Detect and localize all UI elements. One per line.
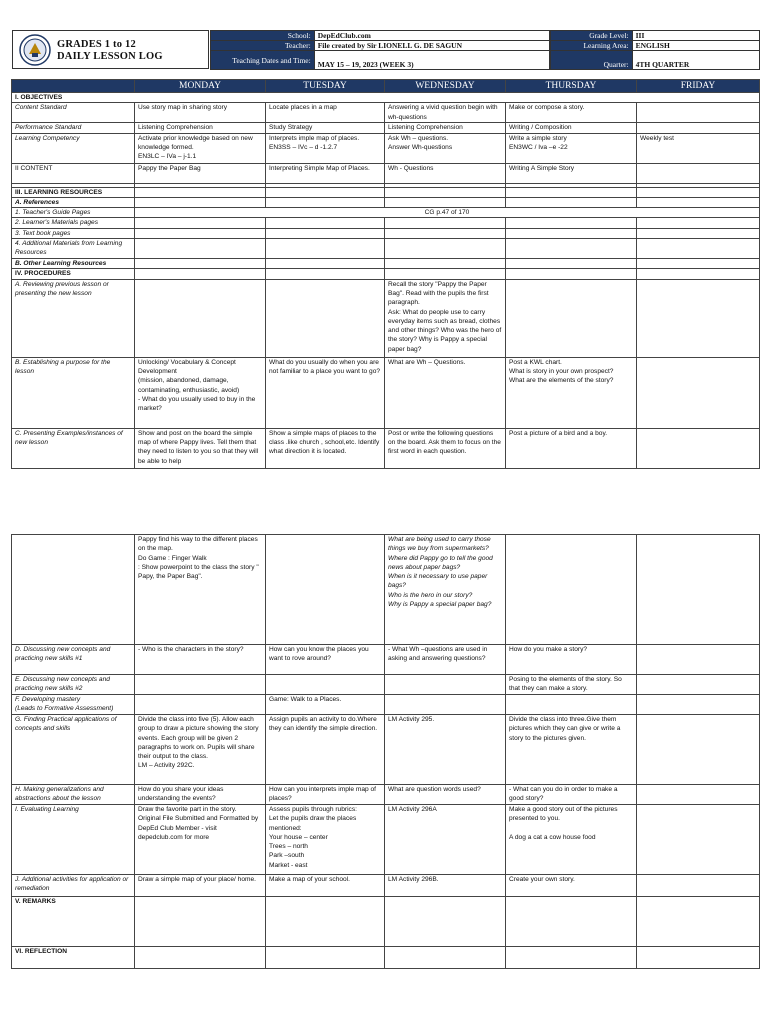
table-row — [12, 535, 760, 645]
table-row — [12, 228, 760, 238]
cell-mon: Draw the favorite part in the story. Original File Submitted and Formatted by DepEd Club Member - visit depedclub.com for more — [135, 805, 266, 875]
row-label: I. Evaluating Learning — [12, 805, 135, 875]
cell-mon: Activate prior knowledge based on new knowledge formed. EN3LC – IVa – j-1.1 — [135, 133, 266, 163]
deped-seal-icon — [19, 34, 51, 66]
cell-thu: Post a KWL chart. What is story in your own prospect? What are the elements of the story? — [506, 357, 637, 428]
table-row — [12, 675, 760, 695]
table-row — [12, 187, 760, 197]
grade-label: Grade Level: — [551, 31, 633, 41]
school-label: School: — [211, 31, 315, 41]
cell-tue: What do you usually do when you are not familiar to a place you want to go? — [266, 357, 385, 428]
cell-thu: Writing / Composition — [506, 123, 637, 133]
cell-mon: Pappy the Paper Bag — [135, 163, 266, 183]
cell-tue: Study Strategy — [266, 123, 385, 133]
dates-label: Teaching Dates and Time: — [211, 51, 315, 70]
row-label: B. Establishing a purpose for the lesson — [12, 357, 135, 428]
cell-fri — [637, 103, 760, 123]
cell-fri — [637, 163, 760, 183]
grade-value: III — [632, 31, 759, 41]
row-label: Content Standard — [12, 103, 135, 123]
section-objectives: I. OBJECTIVES — [12, 93, 760, 103]
cell-tue: Locate places in a map — [266, 103, 385, 123]
title-box — [12, 30, 209, 69]
table-row — [12, 357, 760, 428]
table-row — [12, 133, 760, 163]
cell-mon: Show and post on the board the simple map of where Pappy lives. Tell them that they need to listen to you so that they will be able to help — [135, 428, 266, 468]
row-label: C. Presenting Examples/instances of new lesson — [12, 428, 135, 468]
row-label: J. Additional activities for application or remediation — [12, 875, 135, 897]
cell-thu: Make or compose a story. — [506, 103, 637, 123]
cell-tue: Interprets imple map of places. EN3SS – IVc – d -1.2.7 — [266, 133, 385, 163]
table-row — [12, 875, 760, 897]
cell-wed: Listening Comprehension — [385, 123, 506, 133]
cell-wed: What are question words used? — [385, 785, 506, 805]
cell-fri — [637, 123, 760, 133]
teacher-value: File created by Sir LIONELL G. DE SAGUN — [314, 41, 549, 51]
cell-wed: LM Activity 295. — [385, 715, 506, 785]
lesson-log-table-2 — [11, 534, 760, 969]
table-row — [12, 218, 760, 228]
cg-reference: CG p.47 of 170 — [135, 208, 760, 218]
row-label: 2. Learner's Materials pages — [12, 218, 135, 228]
cell-wed: Ask Wh – questions. Answer Wh-questions — [385, 133, 506, 163]
section-procedures: IV. PROCEDURES — [12, 269, 135, 279]
cell-wed: What are being used to carry those things we buy from supermarkets? Where did Pappy go to tell the good news about paper bags? When is it necessary to use paper bags? Who is the hero in our story? Why is Pappy a special paper bag? — [385, 535, 506, 645]
table-row — [12, 259, 760, 269]
cell-tue: Show a simple maps of places to the class .like church , school,etc. Identify what direction it is located. — [266, 428, 385, 468]
table-row — [12, 123, 760, 133]
title-line-1: GRADES 1 to 12 — [57, 39, 136, 50]
section-references: A. References — [12, 197, 135, 207]
cell-mon: Unlocking/ Vocabulary & Concept Development (mission, abandoned, damage, contaminating, enthusiastic, avoid) - What do you usually used to buy in the market? — [135, 357, 266, 428]
area-label: Learning Area: — [551, 41, 633, 51]
row-label: II CONTENT — [12, 163, 135, 183]
lesson-log-table-1 — [11, 79, 760, 469]
table-row — [12, 715, 760, 785]
dates-value: MAY 15 – 19, 2023 (WEEK 3) — [314, 51, 549, 70]
row-label: 4. Additional Materials from Learning Resources — [12, 239, 135, 259]
row-label: 3. Text book pages — [12, 228, 135, 238]
day-friday: FRIDAY — [637, 80, 760, 93]
cell-mon: How do you share your ideas understanding the events? — [135, 785, 266, 805]
table-row — [12, 239, 760, 259]
cell-wed: Wh - Questions — [385, 163, 506, 183]
cell-tue: How can you interprets imple map of places? — [266, 785, 385, 805]
cell-wed: Recall the story "Pappy the Paper Bag". Read with the pupils the first paragraph. Ask: What do people use to carry everyday items such as bread, clothes and other things? Who was the hero of the story? Why is Pappy a special paper bag? — [385, 279, 506, 357]
table-row — [12, 163, 760, 183]
cell-mon: Pappy find his way to the different places on the map. Do Game : Finger Walk : Show powerpoint to the class the story " Papy, the Paper Bag". — [135, 535, 266, 645]
cell-thu: Create your own story. — [506, 875, 637, 897]
page-2 — [0, 530, 768, 1024]
table-row — [12, 695, 760, 715]
table-row — [12, 785, 760, 805]
section-remarks: V. REMARKS — [12, 897, 135, 947]
page-1 — [0, 0, 768, 470]
row-label: F. Developing mastery (Leads to Formative Assessment) — [12, 695, 135, 715]
cell-thu: Post a picture of a bird and a boy. — [506, 428, 637, 468]
cell-thu: Write a simple story EN3WC / Iva –e -22 — [506, 133, 637, 163]
row-label: 1. Teacher's Guide Pages — [12, 208, 135, 218]
cell-tue: Assign pupils an activity to do.Where they can identify the simple direction. — [266, 715, 385, 785]
cell-wed: Answering a vivid question begin with wh-questions — [385, 103, 506, 123]
cell-wed: - What Wh –questions are used in asking and answering questions? — [385, 645, 506, 675]
table-row — [12, 947, 760, 969]
row-label: D. Discussing new concepts and practicing new skills #1 — [12, 645, 135, 675]
title-line-2: DAILY LESSON LOG — [57, 51, 163, 62]
day-wednesday: WEDNESDAY — [385, 80, 506, 93]
cell-mon: - Who is the characters in the story? — [135, 645, 266, 675]
day-monday: MONDAY — [135, 80, 266, 93]
row-label: B. Other Learning Resources — [12, 259, 135, 269]
cell-mon: Use story map in sharing story — [135, 103, 266, 123]
cell-wed: What are Wh – Questions. — [385, 357, 506, 428]
table-row — [12, 208, 760, 218]
area-value: ENGLISH — [632, 41, 759, 51]
cell-tue: Make a map of your school. — [266, 875, 385, 897]
section-resources: III. LEARNING RESOURCES — [12, 187, 135, 197]
row-label: G. Finding Practical applications of concepts and skills — [12, 715, 135, 785]
cell-fri: Weekly test — [637, 133, 760, 163]
quarter-value: 4TH QUARTER — [632, 51, 759, 70]
row-label: H. Making generalizations and abstractions about the lesson — [12, 785, 135, 805]
header-left-grid — [210, 30, 550, 70]
teacher-label: Teacher: — [211, 41, 315, 51]
table-row — [12, 279, 760, 357]
cell-mon: Listening Comprehension — [135, 123, 266, 133]
cell-thu: Writing A Simple Story — [506, 163, 637, 183]
day-thursday: THURSDAY — [506, 80, 637, 93]
table-row — [12, 805, 760, 875]
table-row — [12, 428, 760, 468]
day-tuesday: TUESDAY — [266, 80, 385, 93]
corner-cell — [12, 80, 135, 93]
row-label: E. Discussing new concepts and practicing new skills #2 — [12, 675, 135, 695]
school-value: DepEdClub.com — [314, 31, 549, 41]
cell-tue: Assess pupils through rubrics: Let the pupils draw the places mentioned: Your house – center Trees – north Park –south Market - east — [266, 805, 385, 875]
table-row — [12, 197, 760, 207]
header — [12, 30, 760, 70]
cell-wed: LM Activity 296B. — [385, 875, 506, 897]
table-row — [12, 269, 760, 279]
cell-tue: Interpreting Simple Map of Places. — [266, 163, 385, 183]
cell-mon: Draw a simple map of your place/ home. — [135, 875, 266, 897]
header-right-grid — [550, 30, 760, 70]
cell-thu: - What can you do in order to make a good story? — [506, 785, 637, 805]
cell-wed: Post or write the following questions on the board. Ask them to focus on the first word in each question. — [385, 428, 506, 468]
cell-thu: Make a good story out of the pictures presented to you. A dog a cat a cow house food — [506, 805, 637, 875]
cell-wed: LM Activity 296A — [385, 805, 506, 875]
cell-tue: How can you know the places you want to rove around? — [266, 645, 385, 675]
row-label: Performance Standard — [12, 123, 135, 133]
row-label: A. Reviewing previous lesson or presenting the new lesson — [12, 279, 135, 357]
cell-mon: Divide the class into five (5). Allow each group to draw a picture showing the story events. Each group will be given 2 paragraphs to work on. Pupils will share their output to the class. LM – Activity 292C. — [135, 715, 266, 785]
cell-thu: Posing to the elements of the story. So that they can make a story. — [506, 675, 637, 695]
cell-thu: Divide the class into three.Give them pictures which they can give or write a story to the pictures given. — [506, 715, 637, 785]
section-reflection: VI. REFLECTION — [12, 947, 135, 969]
table-row — [12, 645, 760, 675]
table-row — [12, 897, 760, 947]
quarter-label: Quarter: — [551, 51, 633, 70]
cell-thu: How do you make a story? — [506, 645, 637, 675]
table-row — [12, 103, 760, 123]
row-label: Learning Competency — [12, 133, 135, 163]
cell-tue: Game: Walk to a Places. — [266, 695, 385, 715]
